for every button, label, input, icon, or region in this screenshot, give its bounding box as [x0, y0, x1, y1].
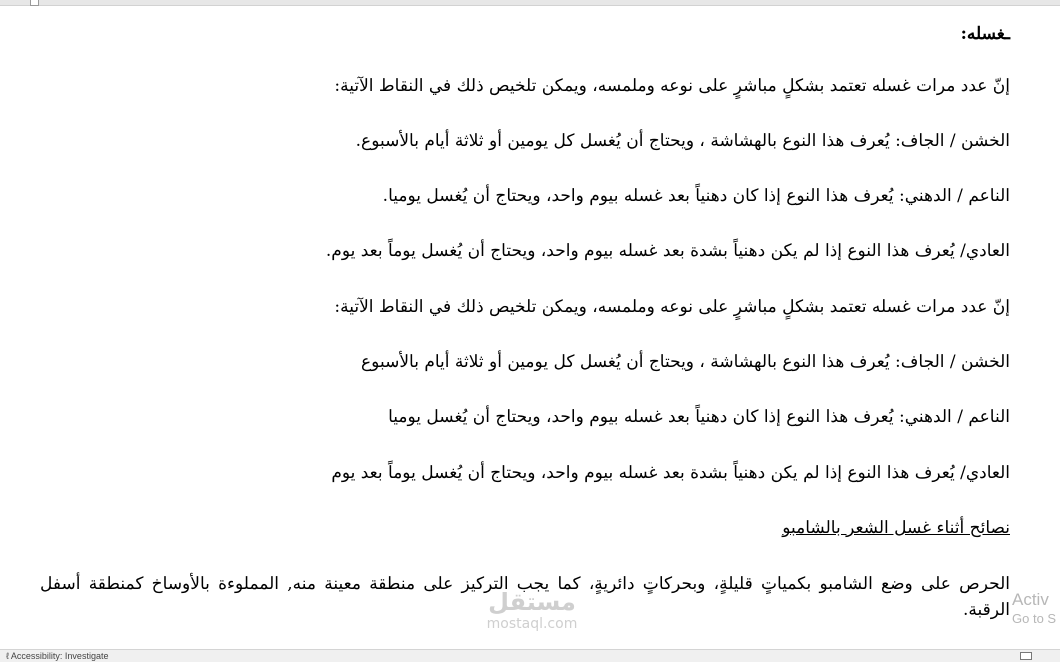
activation-subtitle: Go to S: [1012, 611, 1057, 626]
paragraph-line-8: العادي/ يُعرف هذا النوع إذا لم يكن دهنياً بشدة بعد غسله بيوم واحد، ويحتاج أن يُغسل يوماً بعد يوم: [331, 463, 1010, 483]
paragraph-line-4: العادي/ يُعرف هذا النوع إذا لم يكن دهنياً بشدة بعد غسله بيوم واحد، ويحتاج أن يُغسل يوماً بعد يوم.: [325, 241, 1010, 261]
status-bar: [0, 649, 1060, 662]
paragraph-line-7: الناعم / الدهني: يُعرف هذا النوع إذا كان دهنياً بعد غسله بيوم واحد، ويحتاج أن يُغسل يوميا: [388, 407, 1010, 427]
section-heading: ـغسله:: [960, 24, 1010, 44]
paragraph-line-5: إنّ عدد مرات غسله تعتمد بشكلٍ مباشرٍ على نوعه وملمسه، ويمكن تلخيص ذلك في النقاط الآتية:: [334, 297, 1010, 317]
paragraph-line-1: إنّ عدد مرات غسله تعتمد بشكلٍ مباشرٍ على نوعه وملمسه، ويمكن تلخيص ذلك في النقاط الآتية:: [334, 76, 1010, 96]
watermark-logo: مستقل: [488, 588, 576, 616]
windows-activation-notice: [1012, 590, 1056, 627]
watermark-url: mostaql.com: [486, 616, 578, 632]
mostaql-watermark: [462, 588, 602, 632]
paragraph-line-2: الخشن / الجاف: يُعرف هذا النوع بالهشاشة ، ويحتاج أن يُغسل كل يومين أو ثلاثة أيام بالأسبوع.: [355, 131, 1010, 151]
tips-subheading: نصائح أثناء غسل الشعر بالشامبو: [782, 518, 1010, 538]
view-layout-icon[interactable]: [1020, 652, 1032, 660]
activation-title: Activ: [1012, 590, 1049, 609]
document-page[interactable]: [0, 6, 1060, 650]
paragraph-line-6: الخشن / الجاف: يُعرف هذا النوع بالهشاشة ، ويحتاج أن يُغسل كل يومين أو ثلاثة أيام بالأسبوع: [361, 352, 1010, 372]
accessibility-status[interactable]: ℓ Accessibility: Investigate: [6, 651, 109, 661]
paragraph-line-3: الناعم / الدهني: يُعرف هذا النوع إذا كان دهنياً بعد غسله بيوم واحد، ويحتاج أن يُغسل يوميا.: [382, 186, 1010, 206]
tips-paragraph: الحرص على وضع الشامبو بكمياتٍ قليلةٍ، وبحركاتٍ دائريةٍ، كما يجب التركيز على منطقة معينة منه, المملوءة بالأوساخ كمنطقة أسفل الرقبة.: [40, 574, 1010, 620]
